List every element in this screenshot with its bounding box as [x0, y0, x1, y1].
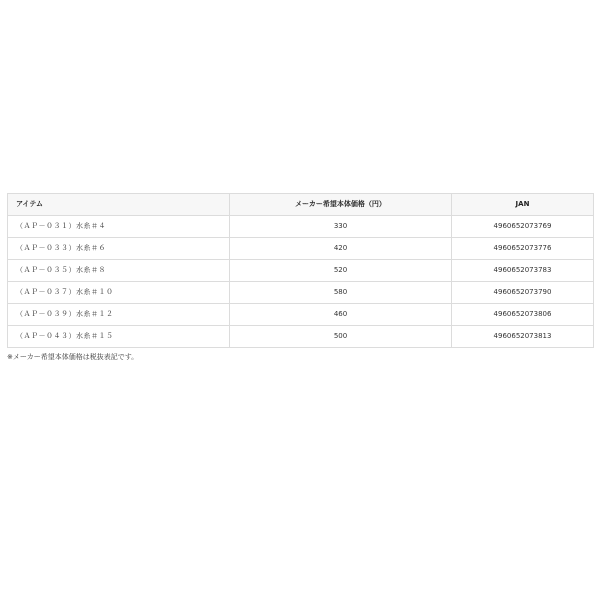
tax-note: ※メーカー希望本体価格は税抜表記です。 — [7, 353, 139, 361]
header-price: メーカー希望本体価格（円） — [230, 194, 452, 216]
price-table — [7, 193, 594, 348]
price-cell: 460 — [230, 304, 452, 326]
jan-cell: 4960652073769 — [452, 216, 594, 238]
item-cell: （ＡＰ－０３１）水糸＃４ — [8, 216, 230, 238]
jan-cell: 4960652073783 — [452, 260, 594, 282]
jan-cell: 4960652073806 — [452, 304, 594, 326]
price-cell: 500 — [230, 326, 452, 348]
table-row — [8, 216, 594, 238]
jan-cell: 4960652073776 — [452, 238, 594, 260]
table-row — [8, 238, 594, 260]
header-jan: JAN — [452, 194, 594, 216]
table-row — [8, 326, 594, 348]
jan-cell: 4960652073813 — [452, 326, 594, 348]
item-cell: （ＡＰ－０３７）水糸＃１０ — [8, 282, 230, 304]
item-cell: （ＡＰ－０３３）水糸＃６ — [8, 238, 230, 260]
table-row — [8, 260, 594, 282]
item-cell: （ＡＰ－０４３）水糸＃１５ — [8, 326, 230, 348]
price-cell: 330 — [230, 216, 452, 238]
item-cell: （ＡＰ－０３９）水糸＃１２ — [8, 304, 230, 326]
jan-cell: 4960652073790 — [452, 282, 594, 304]
table-row — [8, 304, 594, 326]
table-row — [8, 282, 594, 304]
table-header — [8, 194, 594, 216]
header-item: アイテム — [8, 194, 230, 216]
table-body — [8, 216, 594, 348]
price-cell: 520 — [230, 260, 452, 282]
header-row — [8, 194, 594, 216]
price-cell: 580 — [230, 282, 452, 304]
item-cell: （ＡＰ－０３５）水糸＃８ — [8, 260, 230, 282]
price-cell: 420 — [230, 238, 452, 260]
